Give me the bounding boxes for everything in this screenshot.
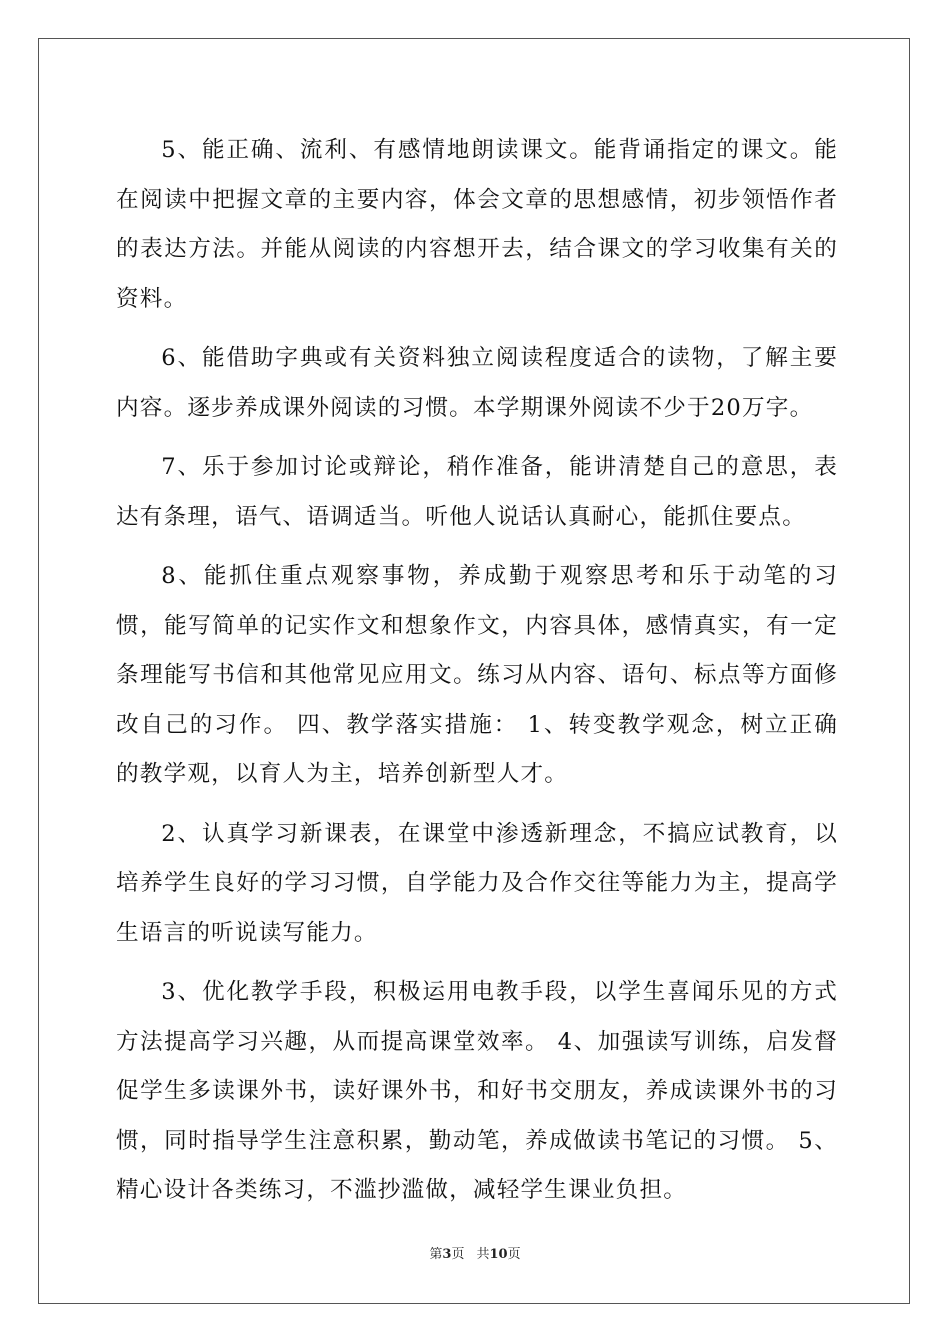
paragraph-measure-3: 3、优化教学手段，积极运用电教手段，以学生喜闻乐见的方式方法提高学习兴趣，从而提高课堂效率。 4、加强读写训练，启发督促学生多读课外书，读好课外书，和好书交朋友，养成读课外书的习惯，同时指导学生注意积累，勤动笔，养成做读书笔记的习惯。 5、精心设计各类练习，不滥抄滥做，减轻学生课业负担。 [116,979,838,1203]
paragraph-item-6: 6、能借助字典或有关资料独立阅读程度适合的读物，了解主要内容。逐步养成课外阅读的习惯。本学期课外阅读不少于20万字。 [116,345,838,421]
page-prefix: 第 [429,1247,443,1262]
total-suffix: 页 [507,1247,521,1262]
total-prefix: 共 [476,1247,490,1262]
page-footer [0,1247,950,1263]
paragraph-measure-2: 2、认真学习新课表，在课堂中渗透新理念，不搞应试教育，以培养学生良好的学习习惯，自学能力及合作交往等能力为主，提高学生语言的听说读写能力。 [116,820,838,946]
paragraph-item-5: 5、能正确、流利、有感情地朗读课文。能背诵指定的课文。能在阅读中把握文章的主要内容，体会文章的思想感情，初步领悟作者的表达方法。并能从阅读的内容想开去，结合课文的学习收集有关的资料。 [116,137,838,312]
paragraph-item-7: 7、乐于参加讨论或辩论，稍作准备，能讲清楚自己的意思，表达有条理，语气、语调适当。听他人说话认真耐心，能抓住要点。 [116,454,838,530]
page-total: 10 [489,1247,508,1262]
page-current: 3 [442,1247,452,1262]
page-suffix: 页 [451,1247,465,1262]
document-body [116,126,838,1226]
paragraph-item-8: 8、能抓住重点观察事物，养成勤于观察思考和乐于动笔的习惯，能写简单的记实作文和想象作文，内容具体，感情真实，有一定条理能写书信和其他常见应用文。练习从内容、语句、标点等方面修改自己的习作。 四、教学落实措施： 1、转变教学观念，树立正确的教学观，以育人为主，培养创新型人才。 [116,563,838,787]
